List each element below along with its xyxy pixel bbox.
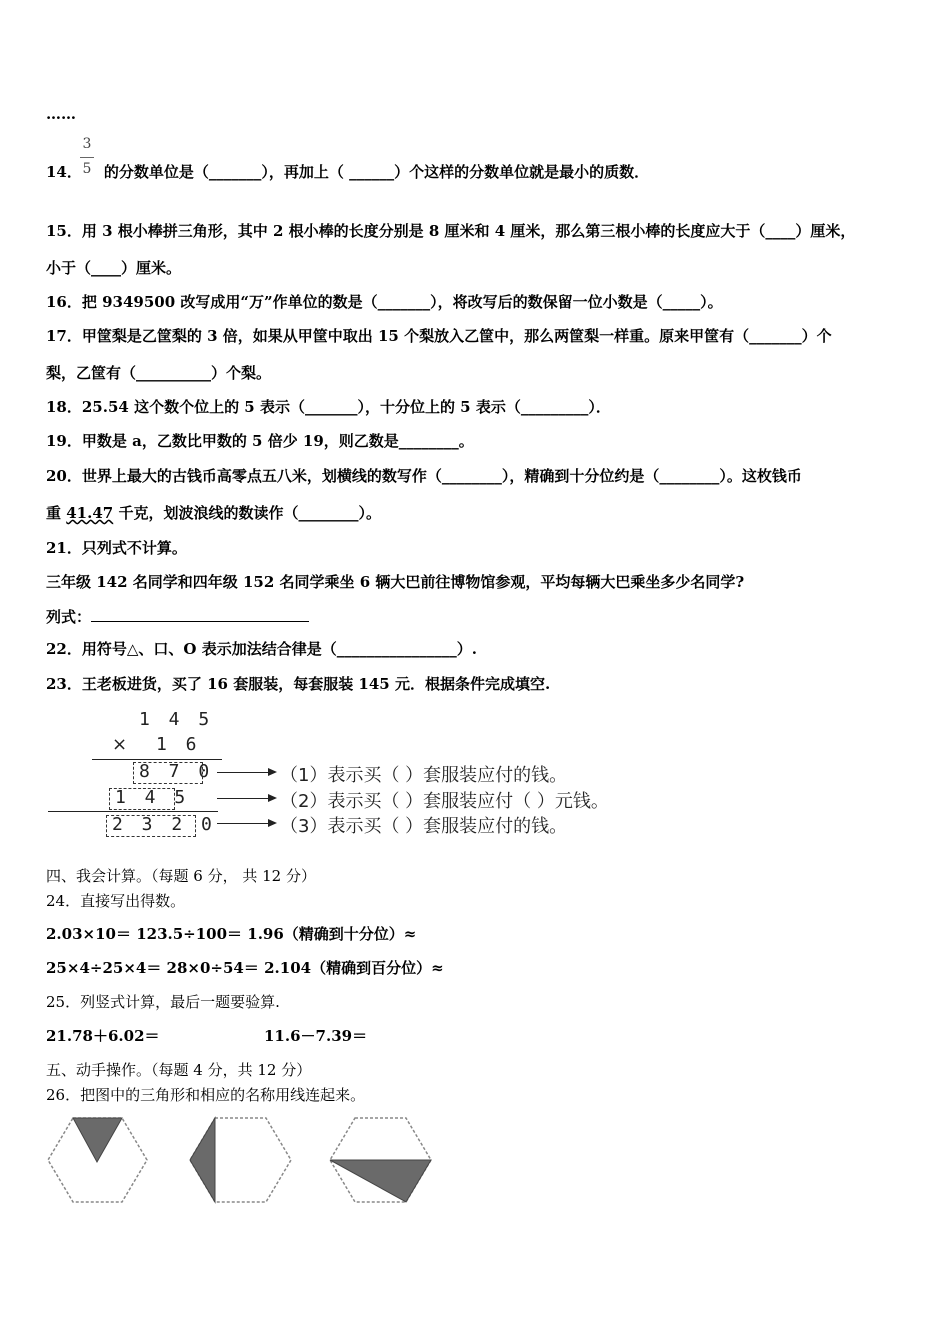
formula-blank[interactable] bbox=[91, 605, 309, 622]
label-1: （1）表示买（ ）套服装应付的钱。 bbox=[280, 765, 568, 786]
fraction-numerator: 3 bbox=[82, 136, 92, 152]
arrow-1 bbox=[217, 772, 275, 773]
question-18: 18．25.54 这个数个位上的 5 表示（_______），十分位上的 5 表示（_________）． bbox=[46, 398, 611, 416]
question-20-line2 bbox=[46, 503, 381, 523]
hexagon-2 bbox=[190, 1118, 291, 1202]
partial-product-2: 1 4 5 bbox=[115, 787, 190, 808]
question-21-title: 21．只列式不计算。 bbox=[46, 539, 187, 557]
q20-prefix: 重 bbox=[46, 504, 67, 522]
q14-number: 14． bbox=[46, 163, 82, 181]
product-rule-1 bbox=[92, 759, 222, 760]
question-24-row1: 2.03×10＝ 123.5÷100＝ 1.96（精确到十分位）≈ bbox=[46, 925, 417, 943]
product-rule-2 bbox=[48, 811, 218, 812]
question-15-line2: 小于（____）厘米。 bbox=[46, 259, 182, 277]
partial-product-1: 8 7 0 bbox=[139, 761, 214, 782]
question-20-line1: 20．世界上最大的古钱币高零点五八米，划横线的数写作（________），精确到十分位约是（________）。这枚钱币 bbox=[46, 467, 802, 485]
question-21-formula bbox=[46, 605, 309, 627]
arrow-3 bbox=[217, 823, 275, 824]
label-2: （2）表示买（ ）套服装应付（ ）元钱。 bbox=[280, 791, 609, 812]
ellipsis: …… bbox=[46, 105, 76, 123]
final-product: 2 3 2 0 bbox=[112, 814, 216, 835]
formula-label: 列式： bbox=[46, 608, 92, 626]
question-14 bbox=[46, 162, 649, 182]
question-24-row2: 25×4÷25×4＝ 28×0÷54＝ 2.104（精确到百分位）≈ bbox=[46, 959, 444, 977]
arrow-2 bbox=[217, 798, 275, 799]
question-15-line1: 15．用 3 根小棒拼三角形，其中 2 根小棒的长度分别是 8 厘米和 4 厘米，那么第三根小棒的长度应大于（____）厘米， bbox=[46, 222, 856, 240]
question-25-b: 11.6－7.39＝ bbox=[264, 1027, 368, 1045]
q20-wavy-number: 41.47 bbox=[66, 504, 114, 522]
question-21-body: 三年级 142 名同学和四年级 152 名同学乘坐 6 辆大巴前往博物馆参观，平均每辆大巴乘坐多少名同学? bbox=[46, 573, 745, 591]
times-sign: × bbox=[112, 734, 128, 755]
question-23-title: 23．王老板进货，买了 16 套服装，每套服装 145 元．根据条件完成填空. bbox=[46, 675, 551, 693]
question-24-title: 24．直接写出得数。 bbox=[46, 892, 186, 910]
multiplier: 1 6 bbox=[156, 734, 201, 755]
question-19: 19．甲数是 a，乙数比甲数的 5 倍少 19，则乙数是________。 bbox=[46, 432, 474, 450]
section-5-heading: 五、动手操作。（每题 4 分，共 12 分） bbox=[46, 1061, 312, 1079]
q14-text: 的分数单位是（_______），再加上（ ______）个这样的分数单位就是最小的质数． bbox=[103, 163, 650, 181]
question-25-a: 21.78＋6.02＝ bbox=[46, 1027, 160, 1045]
hexagon-3 bbox=[330, 1118, 431, 1202]
question-25-title: 25．列竖式计算，最后一题要验算. bbox=[46, 993, 280, 1011]
label-3: （3）表示买（ ）套服装应付的钱。 bbox=[280, 816, 568, 837]
question-22: 22．用符号△、口、O 表示加法结合律是（________________）. bbox=[46, 640, 477, 658]
question-16: 16．把 9349500 改写成用“万”作单位的数是（_______），将改写后的数保留一位小数是（_____）。 bbox=[46, 293, 723, 311]
fraction-denominator: 5 bbox=[82, 161, 92, 177]
question-17-line2: 梨，乙筐有（__________）个梨。 bbox=[46, 364, 272, 382]
q20-suffix: 千克，划波浪线的数读作（________）。 bbox=[113, 504, 381, 522]
hexagon-figures bbox=[40, 1110, 460, 1210]
question-26: 26．把图中的三角形和相应的名称用线连起来。 bbox=[46, 1086, 366, 1104]
multiplicand: 1 4 5 bbox=[139, 709, 214, 730]
fraction-bar bbox=[80, 157, 94, 158]
question-17-line1: 17．甲筐梨是乙筐梨的 3 倍，如果从甲筐中取出 15 个梨放入乙筐中，那么两筐梨一样重。原来甲筐有（_______）个 bbox=[46, 327, 832, 345]
section-4-heading: 四、我会计算。（每题 6 分， 共 12 分） bbox=[46, 867, 316, 885]
hexagon-1 bbox=[48, 1118, 147, 1202]
